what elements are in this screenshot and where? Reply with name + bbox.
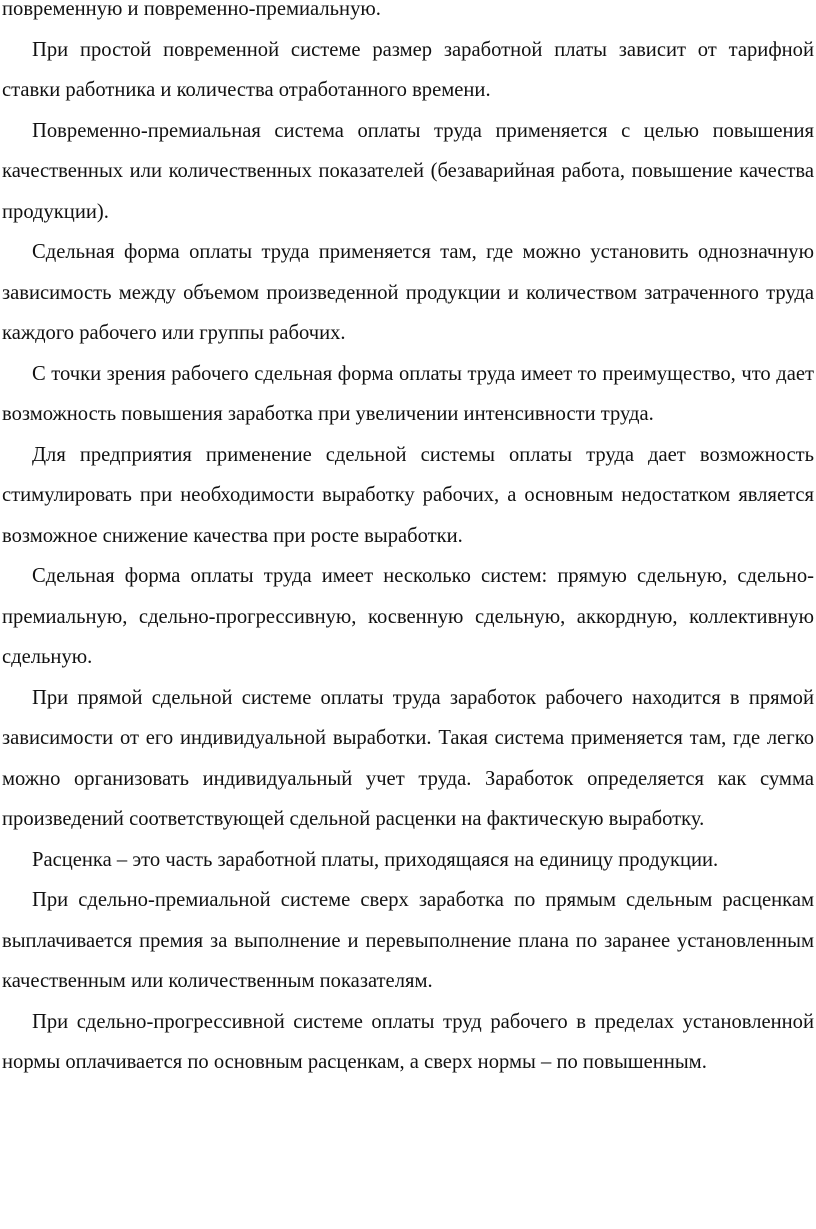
paragraph-piece-bonus: При сдельно-премиальной системе сверх заработка по прямым сдельным расценкам выплачивается премия за выполнение и перевыполнение плана по заранее установленным качественным или количественным показателям. — [2, 889, 814, 992]
paragraph-worker-advantage: С точки зрения рабочего сдельная форма оплаты труда имеет то преимущество, что дает возможность повышения заработка при увеличении интенсивности труда. — [2, 362, 814, 425]
paragraph-continuation: повременную и повременно-премиальную. — [2, 0, 381, 20]
paragraph-simple-time-system: При простой повременной системе размер заработной платы зависит от тарифной ставки работника и количества отработанного времени. — [2, 38, 814, 101]
paragraph-piecework-form: Сдельная форма оплаты труда применяется там, где можно установить однозначную зависимость между объемом произведенной продукции и количеством затраченного труда каждого рабочего или группы рабочих. — [2, 241, 814, 344]
paragraph-enterprise-view: Для предприятия применение сдельной системы оплаты труда дает возможность стимулировать при необходимости выработку рабочих, а основным недостатком является возможное снижение качества при росте выработки. — [2, 443, 814, 547]
paragraph-rate-definition: Расценка – это часть заработной платы, приходящаяся на единицу продукции. — [32, 848, 719, 871]
paragraph-direct-piecework: При прямой сдельной системе оплаты труда заработок рабочего находится в прямой зависимости от его индивидуальной выработки. Такая система применяется там, где легко можно организовать индивидуальный учет труда. Заработок определяется как сумма произведений соответствующей сдельной расценки на фактическую выработку. — [2, 686, 814, 830]
paragraph-piecework-systems: Сдельная форма оплаты труда имеет несколько систем: прямую сдельную, сдельно-премиальную, сдельно-прогрессивную, косвенную сдельную, аккордную, коллективную сдельную. — [2, 565, 814, 668]
paragraph-time-bonus-system: Повременно-премиальная система оплаты труда применяется с целью повышения качественных или количественных показателей (безаварийная работа, повышение качества продукции). — [2, 119, 814, 223]
paragraph-piece-progressive: При сдельно-прогрессивной системе оплаты труд рабочего в пределах установленной нормы оплачивается по основным расценкам, а сверх нормы – по повышенным. — [2, 1010, 814, 1073]
